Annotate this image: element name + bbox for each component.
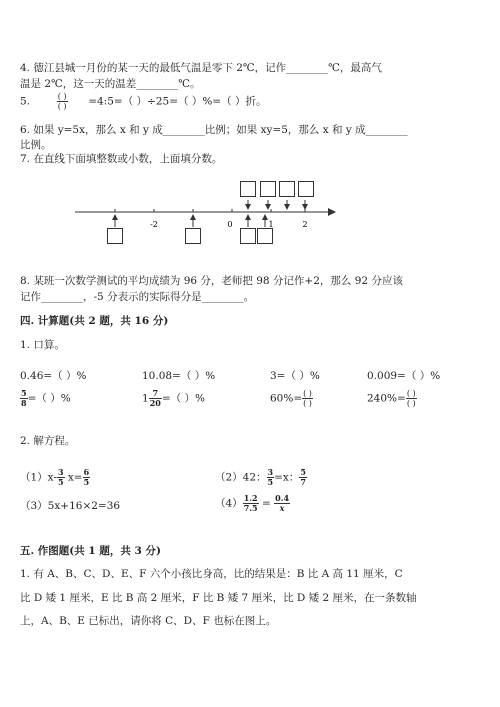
q5-label: 5. (20, 95, 31, 108)
calc-r1c1: 0.46=（ ）% (20, 370, 87, 382)
answer-box-above-3[interactable] (279, 181, 295, 197)
section5-title: 五. 作图题(共 1 题，共 3 分) (20, 545, 161, 557)
answer-box-above-1[interactable] (240, 181, 256, 197)
answer-box-below-2[interactable] (185, 228, 201, 244)
tick-label-1: 1 (268, 220, 274, 229)
calc-r2c4: 240%= $\frac{( )}{( )}$ (367, 389, 416, 408)
answer-box-above-2[interactable] (260, 181, 276, 197)
q6-line1: 6. 如果 y=5x，那么 x 和 y 成________比例；如果 xy=5，那么 x 和 y 成________ (20, 124, 408, 136)
equation-1: （1）x- $\frac{3}{5}$ x= $\frac{6}{5}$ (20, 467, 90, 487)
equation-3: （3）5x+16×2=36 (20, 500, 121, 512)
tick-label-2: 2 (302, 220, 308, 229)
section5-line2: 比 D 矮 1 厘米，E 比 B 高 2 厘米，F 比 B 矮 7 厘米，比 D 矮 2 厘米，在一条数轴 (20, 592, 417, 604)
calc-r1c3: 3=（ ）% (270, 370, 320, 382)
q7-text: 7. 在直线下面填整数或小数，上面填分数。 (20, 153, 223, 165)
equation-2: （2）42： $\frac{3}{5}$ =x： $\frac{5}{7}$ (215, 467, 306, 487)
section4-q2-title: 2. 解方程。 (20, 435, 76, 447)
section4-title: 四. 计算题(共 2 题，共 16 分) (20, 315, 169, 327)
equation-4: （4） $\frac{1.2}{7.5}$ = $\frac{0.4}{x}$ (215, 493, 290, 513)
answer-box-below-1[interactable] (107, 228, 123, 244)
calc-r2c1: $\frac{5}{8}$ =（ ）% (21, 388, 71, 408)
q5-frac-num: ( ) (57, 92, 67, 101)
q5 (20, 92, 266, 111)
frac-7-20: $\frac{7}{20}$ (149, 388, 161, 408)
q8-line1: 8. 某班一次数学测试的平均成绩为 96 分，老师把 98 分记作+2，那么 92 分应该 (20, 275, 403, 287)
section5-line3: 上，A、B、E 已标出，请你将 C、D、F 也标在图上。 (20, 615, 277, 627)
q5-frac-den: ( ) (57, 102, 67, 111)
calc-r1c2: 10.08=（ ）% (142, 370, 216, 382)
frac-5-8: $\frac{5}{8}$ (21, 388, 27, 408)
q5-rest: =4:5=（ ）÷25=（ ）%=（ ）折。 (88, 95, 267, 108)
tick-label-neg2: -2 (150, 220, 158, 229)
tick-label-0: 0 (227, 220, 233, 229)
number-line-arrow (328, 208, 336, 216)
q5-fraction (57, 92, 68, 111)
q4-line1: 4. 德江县城一月份的某一天的最低气温是零下 2℃，记作________℃，最高气 (20, 62, 382, 74)
section4-q1-title: 1. 口算。 (20, 339, 65, 351)
answer-box-below-4[interactable] (257, 228, 273, 244)
q8-line2: 记作________，-5 分表示的实际得分是________。 (20, 291, 255, 303)
calc-r2c3: 60%= $\frac{( )}{( )}$ (270, 389, 312, 408)
section5-line1: 1. 有 A、B、C、D、E、F 六个小孩比身高，比的结果是：B 比 A 高 11 厘米，C (20, 568, 403, 580)
answer-box-below-3[interactable] (240, 228, 256, 244)
calc-r2c2: 1 $\frac{7}{20}$ =（ ）% (142, 388, 205, 408)
q4-line2: 温是 2℃，这一天的温差________℃。 (20, 78, 201, 90)
answer-box-above-4[interactable] (298, 181, 314, 197)
q6-line2: 比例。 (20, 139, 52, 151)
frac-blank-240: $\frac{( )}{( )}$ (406, 389, 416, 408)
frac-blank-60: $\frac{( )}{( )}$ (303, 389, 312, 408)
calc-r1c4: 0.009=（ ）% (367, 370, 441, 382)
